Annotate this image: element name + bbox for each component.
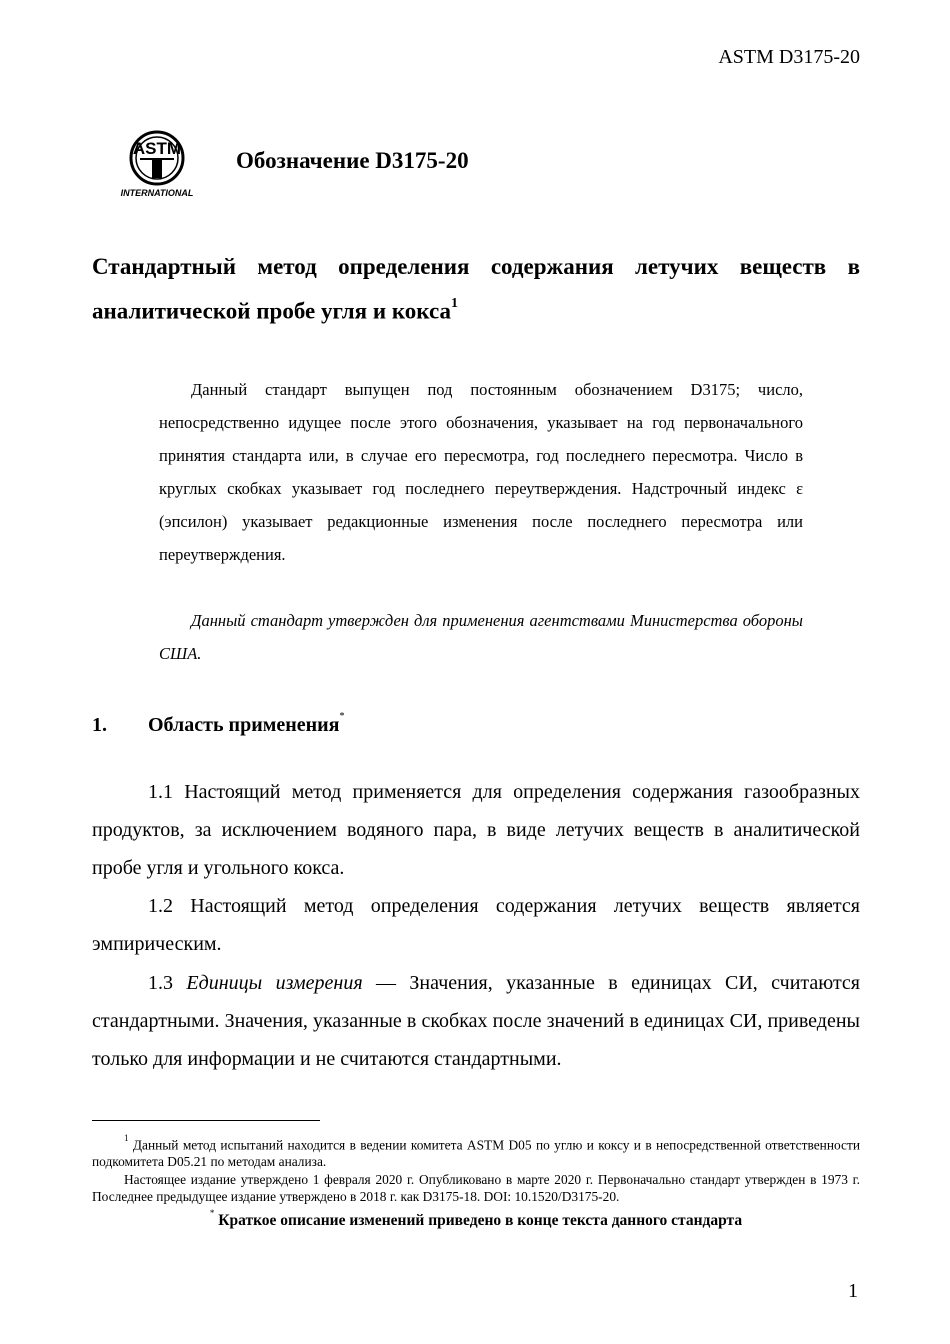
footnote-edition: Настоящее издание утверждено 1 февраля 2020 г. Опубликовано в марте 2020 г. Первоначально стандарт утвержден в 1973 г. Последнее предыдущее издание утверждено в 2018 г. как D3175-18. DOI: 10.1520/D3175-20. <box>92 1172 860 1204</box>
footnote-divider <box>92 1120 320 1121</box>
section-heading-scope <box>92 711 345 737</box>
paragraph-1-3 <box>92 964 860 1078</box>
document-code-header: ASTM D3175-20 <box>718 46 860 68</box>
footnote-1-mark: 1 <box>124 1133 129 1143</box>
document-title <box>92 247 860 332</box>
units-term: Единицы измерения <box>186 972 363 994</box>
paragraph-1-2: 1.2 Настоящий метод определения содержания летучих веществ является эмпирическим. <box>92 895 860 955</box>
title-text: Стандартный метод определения содержания летучих веществ в аналитической пробе угля и кокса <box>92 254 860 324</box>
dod-approval-note: Данный стандарт утвержден для применения агентствами Министерства обороны США. <box>159 611 803 663</box>
section-footnote-mark: * <box>339 711 345 723</box>
paragraph-number: 1.3 <box>148 972 187 994</box>
svg-text:ASTM: ASTM <box>132 139 182 158</box>
section-title: Область применения <box>148 714 340 736</box>
svg-text:INTERNATIONAL: INTERNATIONAL <box>120 188 194 198</box>
astm-logo <box>112 128 198 200</box>
page-number: 1 <box>848 1280 858 1302</box>
footnote-asterisk: * <box>209 1208 215 1218</box>
designation-notice: Данный стандарт выпущен под постоянным обозначением D3175; число, непосредственно идущее после этого обозначения, указывает на год первоначального принятия стандарта или, в случае его пересмотра, год последнего пересмотра. Число в круглых скобках указывает год последнего переутверждения. Надстрочный индекс ε (эпсилон) указывает редакционные изменения после последнего пересмотра или переутверждения. <box>159 380 803 564</box>
designation-heading: Обозначение D3175-20 <box>236 148 469 173</box>
footnote-1-text: Данный метод испытаний находится в ведении комитета ASTM D05 по углю и коксу и в непосредственной ответственности подкомитета D05.21 по методам анализа. <box>92 1137 860 1170</box>
footnote-summary-text: Краткое описание изменений приведено в конце текста данного стандарта <box>214 1212 743 1230</box>
title-footnote-mark: 1 <box>450 296 458 311</box>
paragraph-1-1: 1.1 Настоящий метод применяется для определения содержания газообразных продуктов, за исключением водяного пара, в виде летучих веществ в аналитической пробе угля и угольного кокса. <box>92 781 860 879</box>
footnote-1 <box>92 1133 860 1170</box>
astm-logo-icon <box>112 128 198 200</box>
footnote-summary-changes <box>92 1208 860 1230</box>
paragraph-body: — Значения, указанные в единицах СИ, считаются стандартными. Значения, указанные в скобках после значений в единицах СИ, приведены только для информации и не считаются стандартными. <box>92 972 861 1070</box>
section-number: 1. <box>92 714 107 736</box>
